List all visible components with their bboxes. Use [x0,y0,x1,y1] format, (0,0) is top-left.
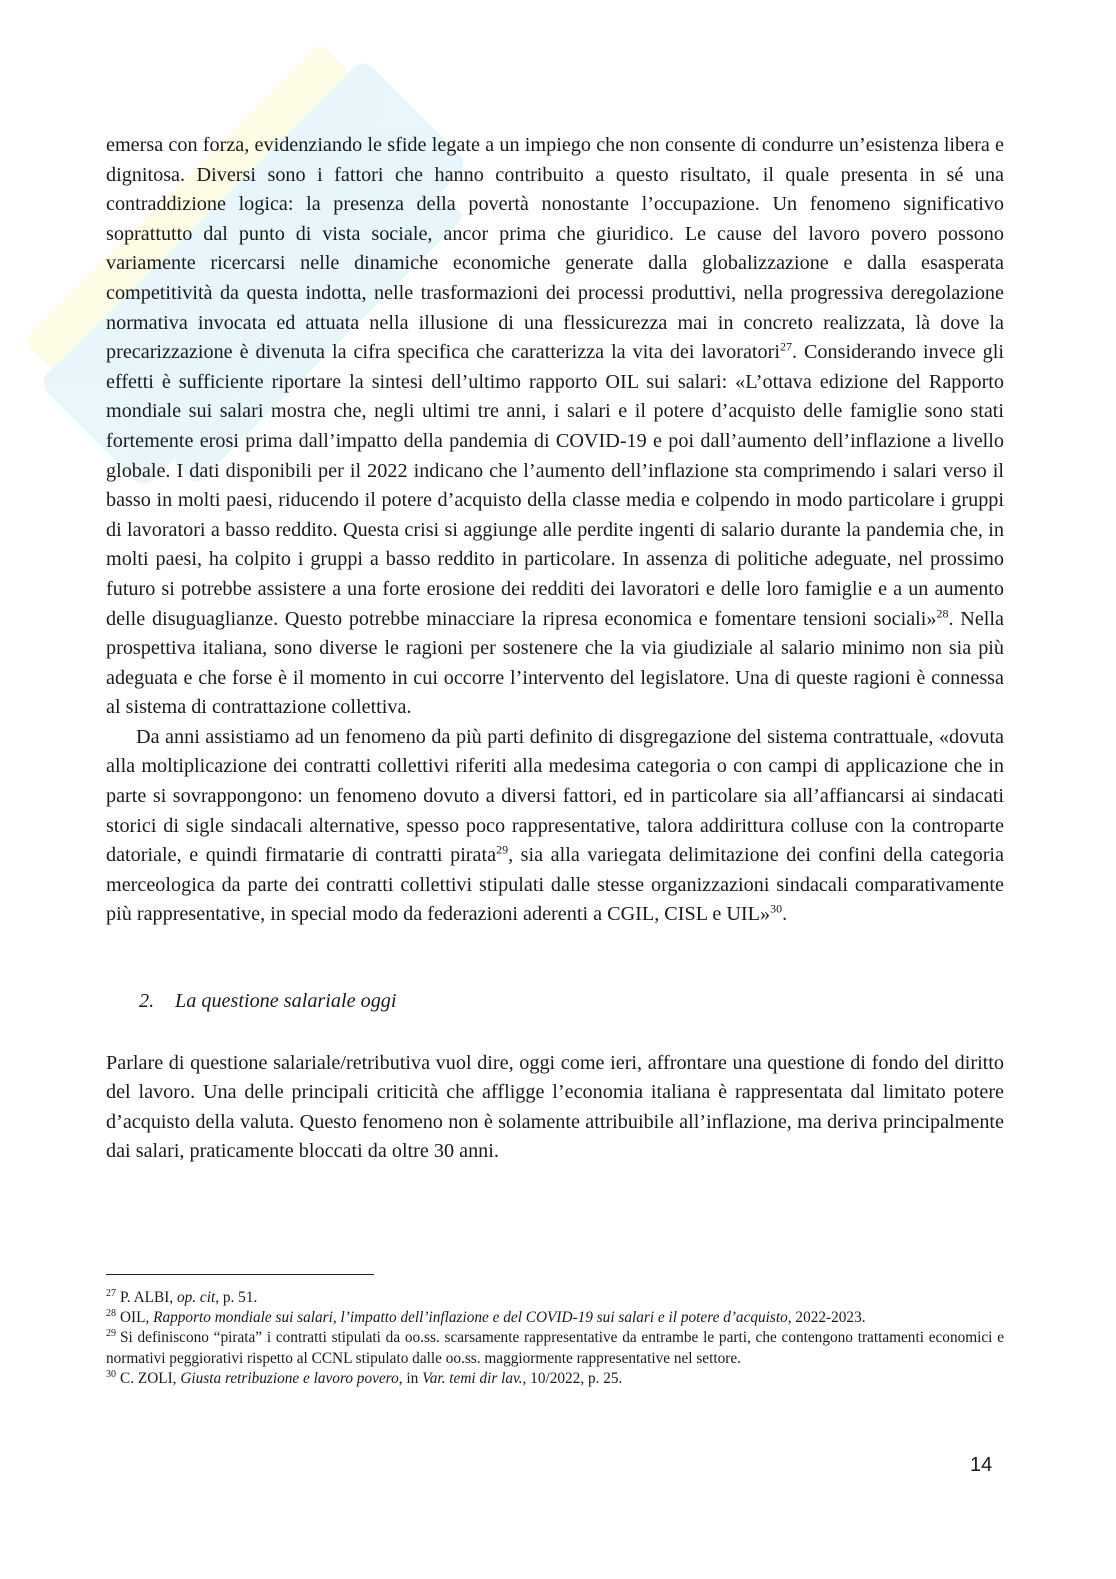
footnote-reference[interactable]: 30 [770,901,783,916]
page-number: 14 [970,1454,993,1476]
footnotes [106,1288,1004,1389]
footnote-27: $^{27}$ P. ALBI, op. cit, p. 51. [106,1287,258,1306]
footnote-reference[interactable]: 27 [779,339,792,354]
section-title: La questione salariale oggi [175,990,397,1013]
footnote-reference[interactable]: 28 [936,605,949,620]
footnote-reference[interactable]: 29 [496,842,509,857]
body-paragraph: emersa con forza, evidenziando le sfide legate a un impiego che non consente di condurre un’esistenza libera e dignitosa. Diversi sono i fattori che hanno contribuito a questo risultato, il quale presenta in sé una contraddizione logica: la presenza della povertà nonostante l’occupazione. Un fenomeno significativo soprattutto dal punto di vista sociale, ancor prima che giuridico. Le cause del lavoro povero possono variamente ricercarsi nelle dinamiche economiche generate dalla globalizzazione e dalla esasperata competitività da questa indotta, nelle trasformazioni dei processi produttivi, nella progressiva deregolazione normativa invocata ed attuata nella illusione di una flessicurezza mai in concreto realizzata, là dove la precarizzazione è divenuta la cifra specifica che caratterizza la vita dei lavoratori$^{27}$. Considerando invece gli effetti è sufficiente riportare la sintesi dell’ultimo rapporto OIL sui salari: «L’ottava edizione del Rapporto mondiale sui salari mostra che, negli ultimi tre anni, i salari e il potere d’acquisto delle famiglie sono stati fortemente erosi prima dall’impatto della pandemia di COVID-19 e poi dall’aumento dell’inflazione a livello globale. I dati disponibili per il 2022 indicano che l’aumento dell’inflazione sta comprimendo i salari verso il basso in molti paesi, riducendo il potere d’acquisto della classe media e colpendo in modo particolare i gruppi di lavoratori a basso reddito. Questa crisi si aggiunge alle perdite ingenti di salario durante la pandemia che, in molti paesi, ha colpito i gruppi a basso reddito in particolare. In assenza di politiche adeguate, nel prossimo futuro si potrebbe assistere a una forte erosione dei redditi dei lavoratori e delle loro famiglie e a un aumento delle disuguaglianze. Questo potrebbe minacciare la ripresa economica e fomentare tensioni sociali»$^{28}$. Nella prospettiva italiana, sono diverse le ragioni per sostenere che la via giudiziale al salario minimo non sia più adeguata e che forse è il momento in cui occorre l’intervento del legislatore. Una di queste ragioni è connessa al sistema di contrattazione collettiva. [106,134,1004,719]
footnote-28: $^{28}$ OIL, Rapporto mondiale sui salari, l’impatto dell’inflazione e del COVID-19 sui salari e il potere d’acquisto, 2022-2023. [106,1308,866,1327]
section-number: 2. [139,990,155,1013]
body-paragraph: Parlare di questione salariale/retributiva vuol dire, oggi come ieri, affrontare una questione di fondo del diritto del lavoro. Una delle principali criticità che affligge l’economia italiana è rappresentata dal limitato potere d’acquisto della valuta. Questo fenomeno non è solamente attribuibile all’inflazione, ma deriva principalmente dai salari, praticamente bloccati da oltre 30 anni. [106,1051,1004,1163]
body-paragraph: Da anni assistiamo ad un fenomeno da più parti definito di disgregazione del sistema contrattuale, «dovuta alla moltiplicazione dei contratti collettivi riferiti alla medesima categoria o con campi di applicazione che in parte si sovrappongono: un fenomeno dovuto a diversi fattori, ed in particolare sia all’affiancarsi ai sindacati storici di sigle sindacali alternative, spesso poco rappresentative, talora addirittura colluse con la controparte datoriale, e quindi firmatarie di contratti pirata$^{29}$, sia alla variegata delimitazione dei confini della categoria merceologica da parte dei contratti collettivi stipulati dalle stesse organizzazioni sindacali comparativamente più rappresentative, in special modo da federazioni aderenti a CGIL, CISL e UIL»$^{30}$. [106,725,1004,926]
footnote-30: $^{30}$ C. ZOLI, Giusta retribuzione e lavoro povero, in Var. temi dir lav., 10/2022, p. 25. [106,1368,623,1387]
footnote-separator [106,1274,374,1275]
page-body [106,131,1004,1167]
section-heading [106,987,1004,1017]
footnote-29: $^{29}$ Si definiscono “pirata” i contratti stipulati da oo.ss. scarsamente rappresentative da entrambe le parti, che contengono trattamenti economici e normativi peggiorativi rispetto al CCNL stipulato dalle oo.ss. maggiormente rappresentative nel settore. [106,1328,1004,1367]
